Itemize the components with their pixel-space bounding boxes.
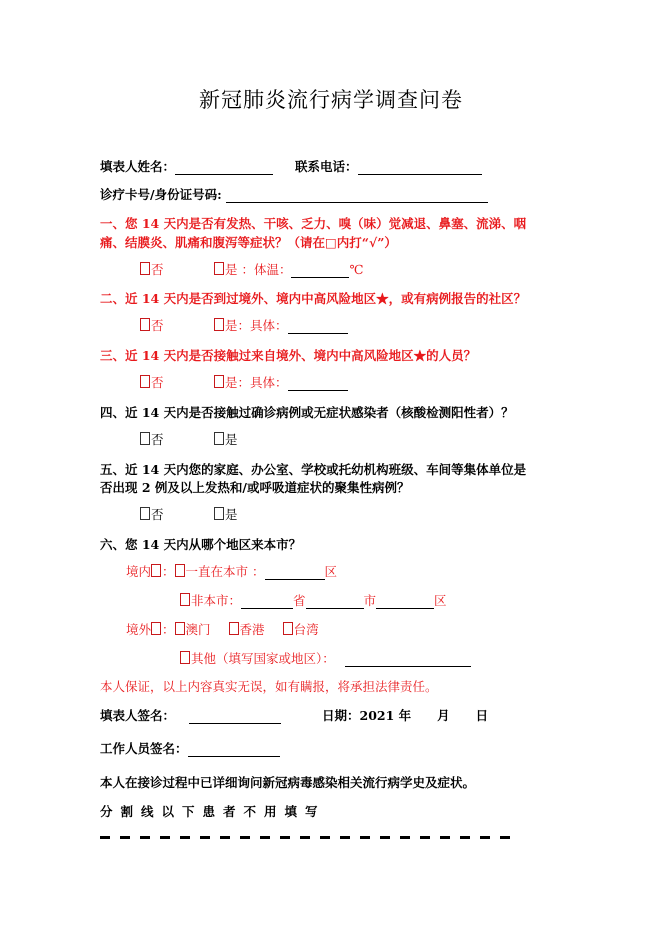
temperature-unit: ℃ (349, 262, 364, 277)
district2-line[interactable] (376, 596, 434, 609)
stay-local-checkbox[interactable] (175, 564, 185, 577)
local-district-line[interactable] (265, 567, 325, 580)
staff-row (100, 739, 280, 757)
taiwan-checkbox[interactable] (283, 622, 293, 635)
signer-row (100, 706, 281, 724)
staff-label: 工作人员签名： (100, 741, 188, 756)
signer-label: 填表人签名： (100, 708, 176, 723)
q3-yes-checkbox[interactable] (214, 375, 224, 388)
other-region-checkbox[interactable] (180, 651, 190, 664)
hongkong-label: 香港 (239, 622, 265, 637)
name-label: 填表人姓名： (100, 159, 176, 174)
guarantee-text: 本人保证，以上内容真实无误，如有瞒报，将承担法律责任。 (100, 679, 438, 694)
district2-label: 区 (434, 593, 447, 608)
q3-yes-label: 是：具体： (225, 375, 288, 390)
page-title: 新冠肺炎流行病学调查问卷 (199, 88, 463, 112)
q5-line2: 否出现 2 例及以上发热和/或呼吸道症状的聚集性病例？ (100, 480, 410, 495)
q1-yes-checkbox[interactable] (214, 262, 224, 275)
q5-yes-label: 是 (225, 507, 238, 522)
domestic-checkbox[interactable] (151, 564, 161, 577)
q1-line2: 痛、结膜炎、肌痛和腹泻等症状？（请在□内打“√”） (100, 235, 397, 250)
dashed-divider (100, 836, 510, 839)
day-label: 日 (475, 708, 489, 723)
q3-no-label: 否 (151, 375, 164, 390)
q2-no-checkbox[interactable] (140, 318, 150, 331)
macau-checkbox[interactable] (175, 622, 185, 635)
q6-other-row (180, 649, 471, 667)
q1-no-label: 否 (151, 262, 164, 277)
q4-yes-checkbox[interactable] (214, 432, 224, 445)
q1-line1: 一、您 14 天内是否有发热、干咳、乏力、嗅（味）觉减退、鼻塞、流涕、咽 (100, 216, 527, 231)
q3-question: 三、近 14 天内是否接触过来自境外、境内中高风险地区★的人员？ (100, 348, 477, 363)
abroad-checkbox[interactable] (151, 622, 161, 635)
province-label: 省 (293, 593, 306, 608)
q1-no-checkbox[interactable] (140, 262, 150, 275)
q2-no-label: 否 (151, 318, 164, 333)
q4-no-option[interactable] (140, 430, 164, 448)
q5-no-option[interactable] (140, 505, 164, 523)
id-input-line[interactable] (226, 190, 488, 203)
q4-no-label: 否 (151, 432, 164, 447)
non-local-checkbox[interactable] (180, 593, 190, 606)
q5-yes-option[interactable] (214, 505, 238, 523)
q4-question: 四、近 14 天内是否接触过确诊病例或无症状感染者（核酸检测阳性者）？ (100, 405, 514, 420)
non-local-label: 非本市： (191, 593, 242, 608)
q4-yes-label: 是 (225, 432, 238, 447)
q6-domestic-row: 境内 ： 一直在本市 ： 区 (126, 564, 338, 579)
hongkong-checkbox[interactable] (229, 622, 239, 635)
q2-yes-option[interactable] (214, 316, 348, 334)
other-region-line[interactable] (345, 654, 471, 667)
statement-text: 本人在接诊过程中已详细询问新冠病毒感染相关流行病学史及症状。 (100, 775, 476, 790)
q2-yes-checkbox[interactable] (214, 318, 224, 331)
q4-yes-option[interactable] (214, 430, 238, 448)
phone-input-line[interactable] (358, 162, 482, 175)
id-row (100, 185, 488, 203)
q5-yes-checkbox[interactable] (214, 507, 224, 520)
month-label: 月 (437, 708, 450, 723)
q2-no-option[interactable] (140, 316, 164, 334)
abroad-label: 境外 (126, 622, 152, 637)
q1-yes-option[interactable] (214, 260, 363, 278)
macau-label: 澳门 (185, 622, 211, 637)
q2-detail-line[interactable] (288, 321, 348, 334)
q4-no-checkbox[interactable] (140, 432, 150, 445)
q3-no-option[interactable] (140, 373, 164, 391)
name-input-line[interactable] (175, 162, 273, 175)
province-line[interactable] (241, 596, 293, 609)
q3-detail-line[interactable] (288, 378, 348, 391)
city-label: 市 (363, 593, 377, 608)
q5-no-checkbox[interactable] (140, 507, 150, 520)
q6-abroad-row: 境外 ： 澳门 香港 台湾 (126, 622, 319, 637)
phone-label: 联系电话： (295, 159, 358, 174)
q2-question: 二、近 14 天内是否到过境外、境内中高风险地区★，或有病例报告的社区？ (100, 291, 527, 306)
divider-text: 分割线以下患者不用填写 (100, 804, 326, 819)
q6-nonlocal-row (180, 591, 447, 609)
signer-line[interactable] (189, 711, 281, 724)
q1-yes-label: 是 ：体温： (225, 262, 292, 277)
q3-yes-option[interactable] (214, 373, 348, 391)
date-row (322, 706, 488, 724)
city-line[interactable] (306, 596, 364, 609)
district-label: 区 (324, 564, 338, 579)
other-region-label: 其他（填写国家或地区）： (191, 651, 335, 666)
q6-question: 六、您 14 天内从哪个地区来本市？ (100, 537, 302, 552)
q2-yes-label: 是：具体： (225, 318, 288, 333)
name-row (100, 157, 273, 175)
temperature-input-line[interactable] (291, 265, 349, 278)
id-label: 诊疗卡号/身份证号码: (100, 187, 222, 202)
q5-no-label: 否 (151, 507, 164, 522)
staff-line[interactable] (188, 744, 280, 757)
phone-row (295, 157, 482, 175)
stay-local-label: 一直在本市 ： (185, 564, 265, 579)
date-label: 日期：2021 年 (322, 708, 412, 723)
taiwan-label: 台湾 (293, 622, 319, 637)
domestic-label: 境内 (126, 564, 152, 579)
q5-line1: 五、近 14 天内您的家庭、办公室、学校或托幼机构班级、车间等集体单位是 (100, 462, 527, 477)
q3-no-checkbox[interactable] (140, 375, 150, 388)
q1-no-option[interactable] (140, 260, 164, 278)
